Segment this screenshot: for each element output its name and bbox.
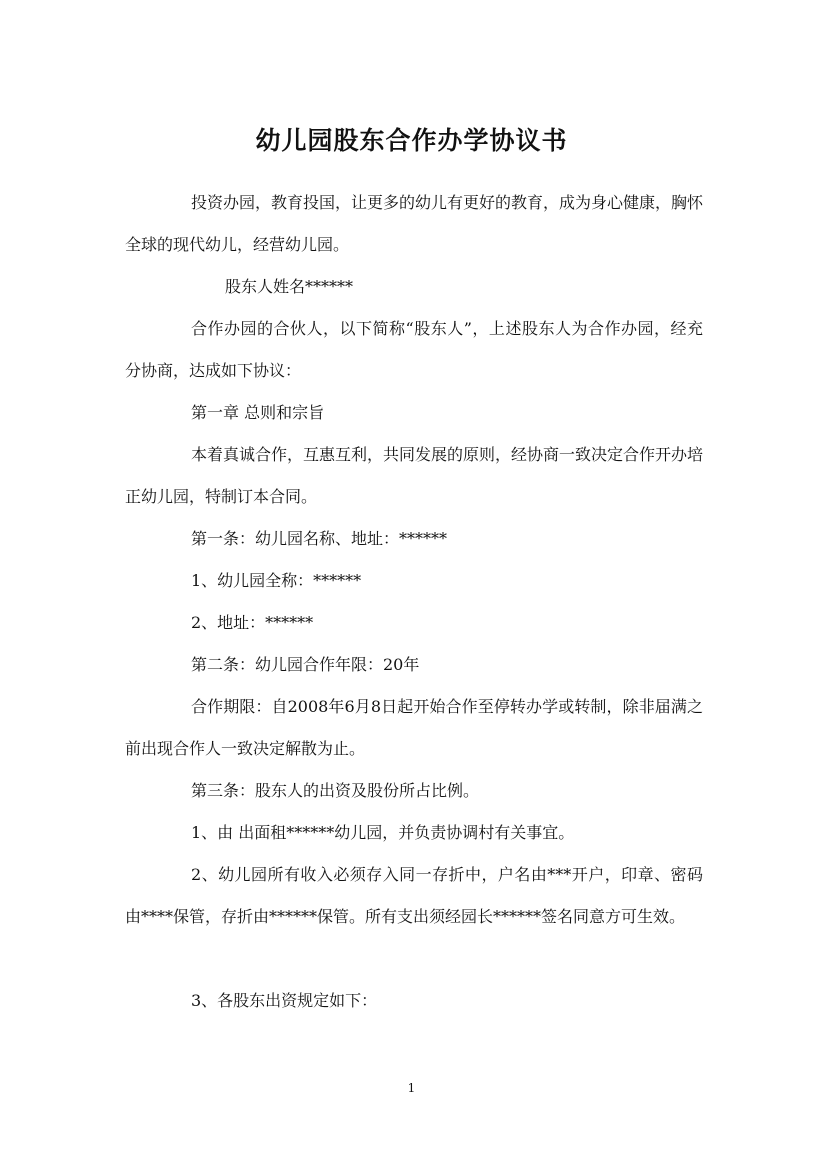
article-three-item-1: 1、由 出面租******幼儿园，并负责协调村有关事宜。	[191, 823, 575, 842]
paragraph-principle: 本着真诚合作，互惠互利，共同发展的原则，经协商一致决定合作开办培正幼儿园，特制订本合同。	[125, 445, 704, 506]
page-number: 1	[407, 1081, 416, 1095]
article-three-heading: 第三条：股东人的出资及股份所占比例。	[191, 781, 480, 800]
paragraph-shareholder-name: 股东人姓名******	[225, 277, 354, 296]
article-two-heading: 第二条：幼儿园合作年限：20年	[191, 655, 420, 674]
article-one-item-2: 2、地址：******	[191, 613, 314, 632]
article-one-item-1: 1、幼儿园全称：******	[191, 571, 362, 590]
paragraph-partners: 合作办园的合伙人，以下简称“股东人”，上述股东人为合作办园，经充分协商，达成如下协议：	[125, 319, 703, 380]
chapter-heading: 第一章 总则和宗旨	[191, 403, 325, 422]
paragraph-intro: 投资办园，教育投国，让更多的幼儿有更好的教育，成为身心健康，胸怀全球的现代幼儿，经营幼儿园。	[125, 193, 704, 254]
article-three-item-2: 2、幼儿园所有收入必须存入同一存折中，户名由***开户，印章、密码由****保管，存折由******保管。所有支出须经园长******签名同意方可生效。	[125, 865, 703, 926]
paragraph-cooperation-period: 合作期限：自2008年6月8日起开始合作至停转办学或转制，除非届满之前出现合作人一致决定解散为止。	[125, 697, 703, 758]
article-one-heading: 第一条：幼儿园名称、地址：******	[191, 529, 448, 548]
article-three-item-3: 3、各股东出资规定如下：	[191, 991, 378, 1010]
document-title: 幼儿园股东合作办学协议书	[255, 126, 568, 155]
